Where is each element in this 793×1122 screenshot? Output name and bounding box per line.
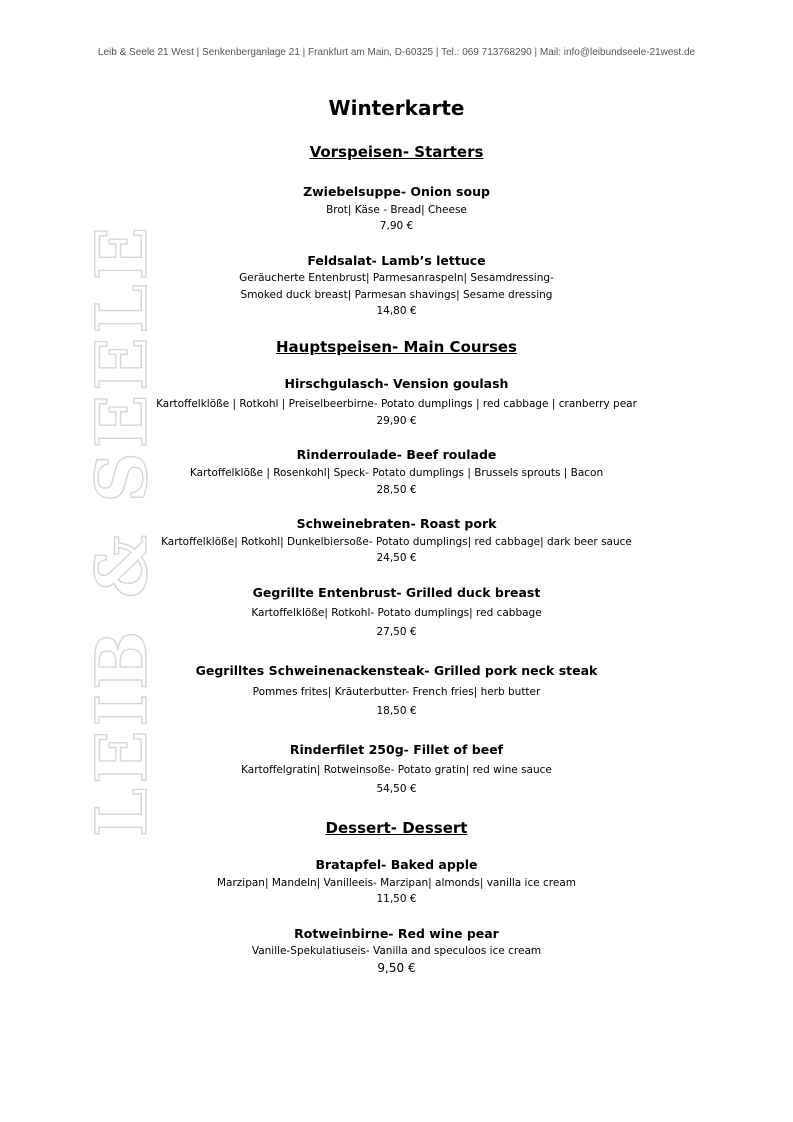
dish-name: Gegrilltes Schweinenackensteak- Grilled pork neck steak	[195, 663, 598, 678]
dish-description: Kartoffelklöße| Rotkohl| Dunkelbiersoße- Potato dumplings| red cabbage| dark beer sauce	[161, 536, 632, 548]
section-title-main-courses: Hauptspeisen- Main Courses	[276, 338, 517, 356]
dish-price: 54,50 €	[376, 783, 417, 795]
dish-description: Geräucherte Entenbrust| Parmesanraspeln| Sesamdressing-	[239, 272, 554, 284]
dish-name: Schweinebraten- Roast pork	[296, 516, 497, 531]
dish-price: 7,90 €	[379, 220, 414, 232]
dish-price: 29,90 €	[376, 415, 417, 427]
dish-price: 11,50 €	[376, 893, 417, 905]
dish-name: Rinderfilet 250g- Fillet of beef	[289, 742, 504, 757]
dish-price: 28,50 €	[376, 484, 417, 496]
dish-price: 18,50 €	[376, 705, 417, 717]
dish-name: Hirschgulasch- Vension goulash	[284, 376, 509, 391]
dish-name: Zwiebelsuppe- Onion soup	[303, 184, 490, 199]
header-contact-line: Leib & Seele 21 West | Senkenberganlage 21 | Frankfurt am Main, D-60325 | Tel.: 069 713768290 | Mail: info@leibundseele-21west.de	[97, 47, 696, 58]
dish-description: Brot| Käse - Bread| Cheese	[326, 204, 467, 216]
leib-und-seele-watermark-logo: LEIB & SEELE	[80, 222, 163, 838]
section-title-dessert: Dessert- Dessert	[325, 819, 468, 837]
dish-description: Kartoffelgratin| Rotweinsoße- Potato gratin| red wine sauce	[241, 764, 552, 776]
menu-title: Winterkarte	[328, 96, 465, 120]
dish-name: Bratapfel- Baked apple	[315, 857, 478, 872]
dish-description: Kartoffelklöße| Rotkohl- Potato dumplings| red cabbage	[251, 607, 542, 619]
dish-description: Kartoffelklöße | Rotkohl | Preiselbeerbirne- Potato dumplings | red cabbage | cranberry pear	[156, 398, 637, 410]
dish-name: Rinderroulade- Beef roulade	[296, 447, 497, 462]
dish-price: 24,50 €	[376, 552, 417, 564]
dish-description: Kartoffelklöße | Rosenkohl| Speck- Potato dumplings | Brussels sprouts | Bacon	[189, 467, 604, 479]
dish-name: Rotweinbirne- Red wine pear	[294, 926, 499, 941]
dish-description: Vanille-Spekulatiuseis- Vanilla and speculoos ice cream	[251, 945, 542, 957]
dish-price: 14,80 €	[376, 305, 417, 317]
section-title-starters: Vorspeisen- Starters	[309, 143, 484, 161]
dish-price: 9,50 €	[377, 961, 416, 975]
dish-description: Smoked duck breast| Parmesan shavings| Sesame dressing	[240, 289, 553, 301]
dish-name: Gegrillte Entenbrust- Grilled duck breast	[252, 585, 541, 600]
dish-name: Feldsalat- Lamb’s lettuce	[307, 253, 486, 268]
dish-price: 27,50 €	[376, 626, 417, 638]
dish-description: Pommes frites| Kräuterbutter- French fries| herb butter	[252, 686, 541, 698]
dish-description: Marzipan| Mandeln| Vanilleeis- Marzipan| almonds| vanilla ice cream	[216, 877, 577, 889]
